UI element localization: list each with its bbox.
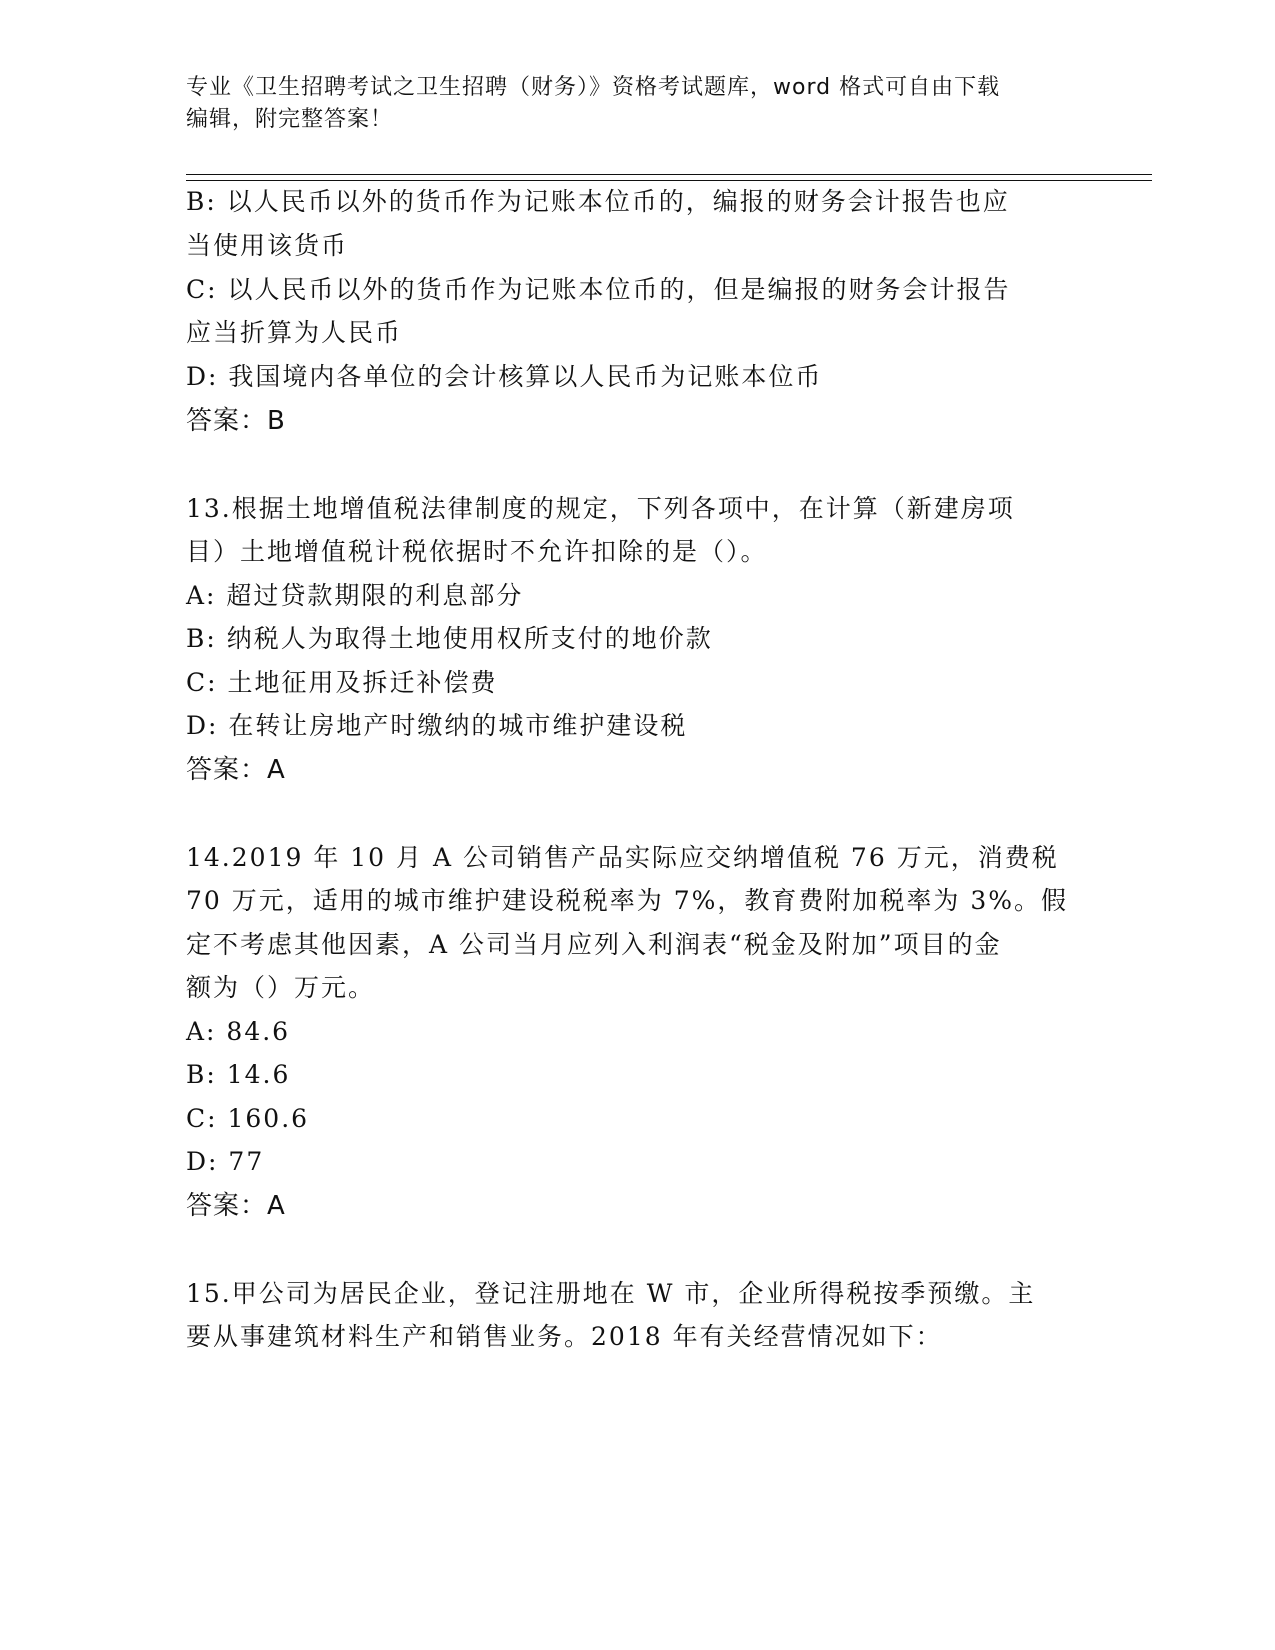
q12-option-b-line-1: B: 以人民币以外的货币作为记账本位币的，编报的财务会计报告也应 [186, 187, 1010, 216]
q12-option-d: D: 我国境内各单位的会计核算以人民币为记账本位币 [186, 362, 823, 391]
q13-stem-line-1: 13.根据土地增值税法律制度的规定，下列各项中，在计算（新建房项 [186, 494, 1015, 523]
q13-option-b: B: 纳税人为取得土地使用权所支付的地价款 [186, 624, 713, 653]
q14-option-b: B: 14.6 [186, 1060, 291, 1089]
q14-stem-line-3: 定不考虑其他因素，A 公司当月应列入利润表“税金及附加”项目的金 [186, 930, 1002, 959]
q14-option-c: C: 160.6 [186, 1104, 310, 1133]
q13-option-d: D: 在转让房地产时缴纳的城市维护建设税 [186, 711, 688, 740]
q15-stem-line-1: 15.甲公司为居民企业，登记注册地在 W 市，企业所得税按季预缴。主 [186, 1279, 1036, 1308]
q13-answer: 答案：A [186, 755, 286, 785]
q13-option-c: C: 土地征用及拆迁补偿费 [186, 668, 498, 697]
q12-answer: 答案：B [186, 406, 286, 436]
q14-stem-line-1: 14.2019 年 10 月 A 公司销售产品实际应交纳增值税 76 万元，消费税 [186, 843, 1059, 872]
q14-stem-line-4: 额为（）万元。 [186, 973, 376, 1002]
q15-stem-line-2: 要从事建筑材料生产和销售业务。2018 年有关经营情况如下： [186, 1322, 943, 1351]
q14-option-a: A: 84.6 [186, 1017, 291, 1046]
q14-option-d: D: 77 [186, 1147, 265, 1176]
page-header [186, 72, 1086, 136]
q14-answer: 答案：A [186, 1191, 286, 1221]
q13-option-a: A: 超过贷款期限的利息部分 [186, 581, 524, 610]
header-line-1: 专业《卫生招聘考试之卫生招聘（财务）》资格考试题库，word 格式可自由下载 [186, 75, 1001, 100]
header-line-2: 编辑，附完整答案！ [186, 107, 394, 132]
q12-option-c-line-2: 应当折算为人民币 [186, 318, 403, 347]
q12-option-b-line-2: 当使用该货币 [186, 231, 349, 260]
q13-stem-line-2: 目）土地增值税计税依据时不允许扣除的是（）。 [186, 537, 768, 566]
header-rule-bottom [186, 180, 1152, 181]
q12-option-c-line-1: C: 以人民币以外的货币作为记账本位币的，但是编报的财务会计报告 [186, 275, 1011, 304]
header-rule-top [186, 174, 1152, 175]
q14-stem-line-2: 70 万元，适用的城市维护建设税税率为 7%，教育费附加税率为 3%。假 [186, 886, 1068, 915]
